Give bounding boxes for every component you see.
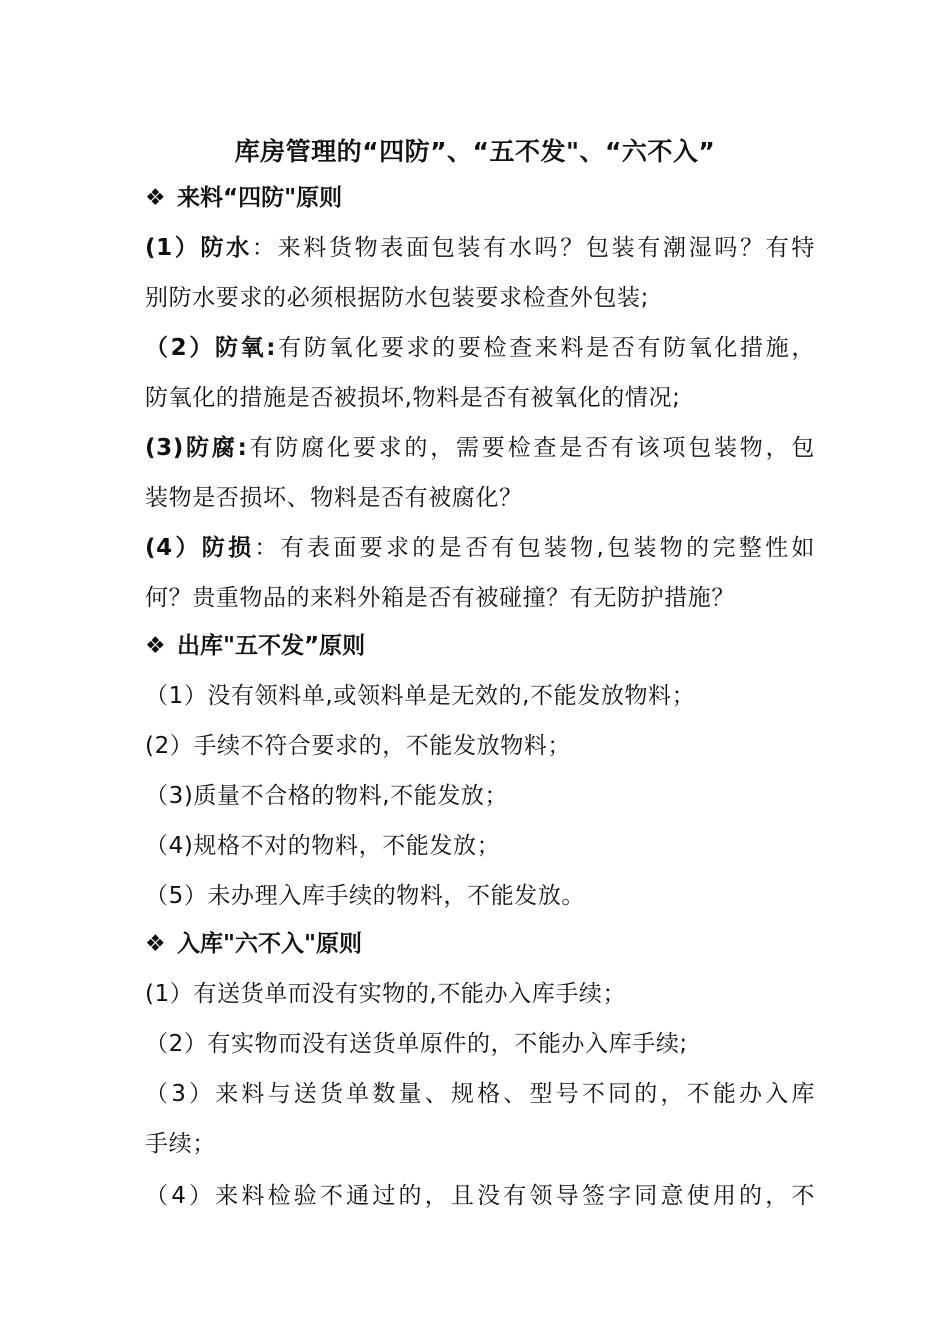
- diamond-bullet-icon: ❖: [145, 185, 166, 211]
- paragraph-line: （2）防氧:有防氧化要求的要检查来料是否有防氧化措施，: [145, 335, 815, 361]
- list-item: （4）来料检验不通过的，且没有领导签字同意使用的，不: [145, 1183, 815, 1209]
- item-label: (1）防水: [145, 235, 252, 261]
- section-heading-text: 来料“四防"原则: [177, 185, 343, 211]
- section-heading-text: 入库"六不入"原则: [177, 931, 362, 957]
- paragraph-line: (4）防损：有表面要求的是否有包装物,包装物的完整性如: [145, 535, 815, 561]
- list-item: 手续；: [145, 1131, 216, 1157]
- list-item: （2）有实物而没有送货单原件的，不能办入库手续;: [145, 1031, 688, 1057]
- paragraph-line: 别防水要求的必须根据防水包装要求检查外包装;: [145, 285, 649, 311]
- paragraph-line: (3)防腐:有防腐化要求的，需要检查是否有该项包装物，包: [145, 435, 815, 461]
- diamond-bullet-icon: ❖: [145, 633, 166, 659]
- item-label: (3)防腐:: [145, 435, 248, 461]
- paragraph-line: 防氧化的措施是否被损坏,物料是否有被氧化的情况;: [145, 385, 681, 411]
- paragraph-line: 装物是否损坏、物料是否有被腐化？: [145, 485, 523, 511]
- paragraph-line: (1）防水：来料货物表面包装有水吗？包装有潮湿吗？有特: [145, 235, 816, 261]
- diamond-bullet-icon: ❖: [145, 931, 166, 957]
- item-label: （2）防氧:: [145, 335, 277, 361]
- list-item: （5）未办理入库手续的物料，不能发放。: [145, 883, 586, 909]
- section-heading-five-no-issue: [145, 630, 365, 662]
- list-item: （3)质量不合格的物料,不能发放；: [145, 783, 509, 809]
- section-heading-four-prevent: [145, 182, 342, 214]
- section-heading-six-no-entry: [145, 928, 362, 960]
- list-item: (1）有送货单而没有实物的,不能办入库手续；: [145, 981, 627, 1007]
- list-item: （3）来料与送货单数量、规格、型号不同的，不能办入库: [145, 1081, 815, 1107]
- document-title: 库房管理的“四防”、“五不发"、“六不入”: [234, 137, 716, 166]
- list-item: (2）手续不符合要求的，不能发放物料；: [145, 733, 572, 759]
- list-item: （4)规格不对的物料，不能发放；: [145, 833, 501, 859]
- section-heading-text: 出库"五不发”原则: [177, 633, 366, 659]
- paragraph-line: 何？贵重物品的来料外箱是否有被碰撞？有无防护措施？: [145, 585, 735, 611]
- item-label: (4）防损: [145, 535, 255, 561]
- list-item: （1）没有领料单,或领料单是无效的,不能发放物料；: [145, 683, 696, 709]
